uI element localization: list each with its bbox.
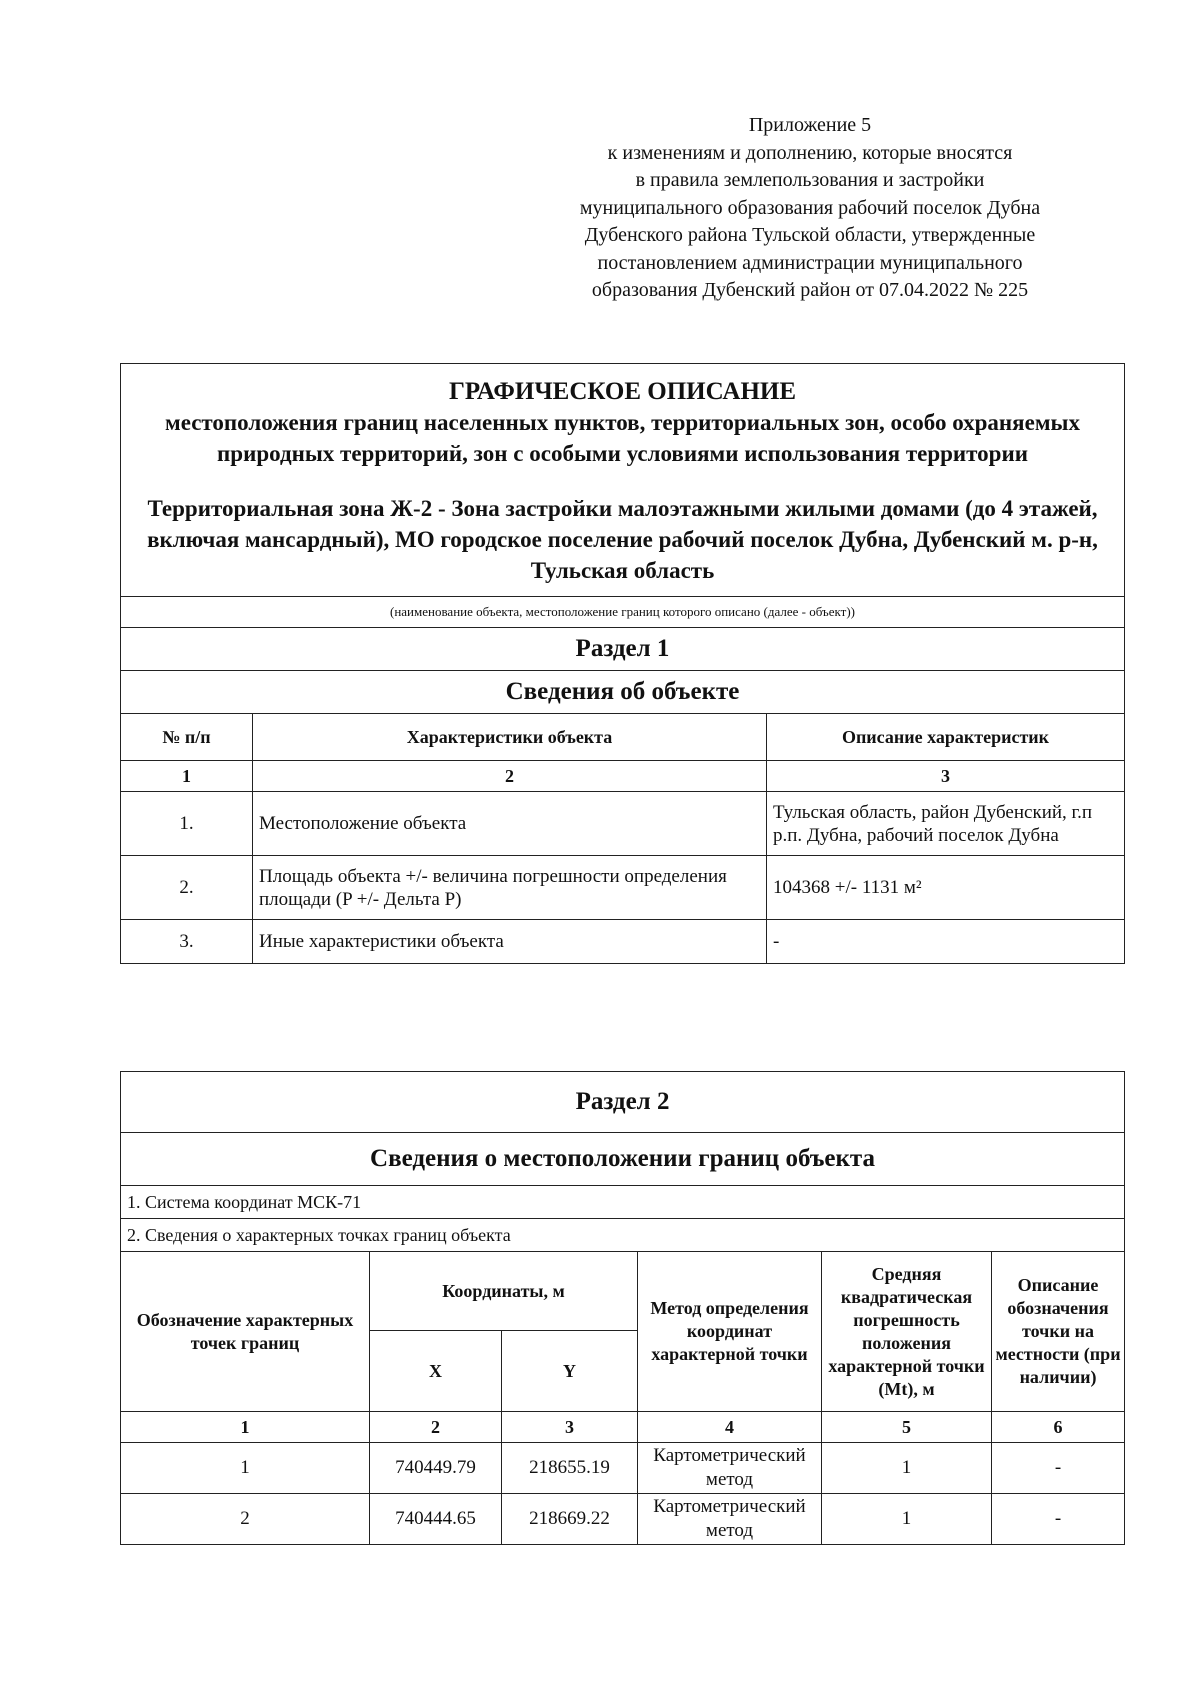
- row-number: 2.: [121, 856, 253, 920]
- characteristic-value: Тульская область, район Дубенский, г.п р.п. Дубна, рабочий поселок Дубна: [767, 792, 1125, 856]
- column-header-method: Метод определения координат характерной точки: [638, 1252, 822, 1412]
- column-header-x: X: [370, 1331, 502, 1412]
- zone-name: Территориальная зона Ж-2 - Зона застройки малоэтажными жилыми домами (до 4 этажей, включая мансардный), МО городское поселение рабочий поселок Дубна, Дубенский м. р-н, Тульская область: [147, 496, 1098, 583]
- column-number: 5: [822, 1412, 992, 1443]
- table-row: [121, 856, 1125, 920]
- column-number: 1: [121, 761, 253, 792]
- section2-subheading: Сведения о местоположении границ объекта: [121, 1133, 1125, 1186]
- column-header-y: Y: [502, 1331, 638, 1412]
- coordinate-system: 1. Система координат МСК-71: [121, 1186, 1125, 1219]
- column-header-point-description: Описание обозначения точки на местности (при наличии): [992, 1252, 1125, 1412]
- characteristic-value: -: [767, 920, 1125, 964]
- point-y: 218669.22: [502, 1494, 638, 1545]
- document-title-block: [121, 364, 1125, 597]
- column-number: 4: [638, 1412, 822, 1443]
- table-row: [121, 792, 1125, 856]
- appendix-header-line: в правила землепользования и застройки: [635, 169, 985, 191]
- section1-subheading: Сведения об объекте: [121, 671, 1125, 714]
- point-description: -: [992, 1494, 1125, 1545]
- column-number: 2: [370, 1412, 502, 1443]
- point-designation: 2: [121, 1494, 370, 1545]
- row-number: 1.: [121, 792, 253, 856]
- column-header-accuracy: Средняя квадратическая погрешность положения характерной точки (Mt), м: [822, 1252, 992, 1412]
- section2-table: [120, 1071, 1125, 1545]
- characteristic-name: Местоположение объекта: [253, 792, 767, 856]
- characteristic-name: Иные характеристики объекта: [253, 920, 767, 964]
- characteristic-value: 104368 +/- 1131 м²: [767, 856, 1125, 920]
- point-description: -: [992, 1443, 1125, 1494]
- column-header-description: Описание характеристик: [767, 714, 1125, 761]
- point-method: Картометрический метод: [638, 1494, 822, 1545]
- section2-heading: Раздел 2: [121, 1072, 1125, 1133]
- table-row: [121, 1443, 1125, 1494]
- points-info-label: 2. Сведения о характерных точках границ объекта: [121, 1219, 1125, 1252]
- column-number: 2: [253, 761, 767, 792]
- point-designation: 1: [121, 1443, 370, 1494]
- column-number: 1: [121, 1412, 370, 1443]
- point-method: Картометрический метод: [638, 1443, 822, 1494]
- row-number: 3.: [121, 920, 253, 964]
- column-header-coordinates: Координаты, м: [370, 1252, 638, 1331]
- point-accuracy: 1: [822, 1494, 992, 1545]
- column-header-number: № п/п: [121, 714, 253, 761]
- appendix-header-line: постановлением администрации муниципального: [597, 251, 1023, 274]
- appendix-header-line: Дубенского района Тульской области, утвержденные: [584, 224, 1036, 246]
- column-header-designation: Обозначение характерных точек границ: [121, 1252, 370, 1412]
- document-title: ГРАФИЧЕСКОЕ ОПИСАНИЕ: [448, 378, 797, 405]
- point-x: 740449.79: [370, 1443, 502, 1494]
- section1-heading: Раздел 1: [121, 628, 1125, 671]
- column-number: 3: [502, 1412, 638, 1443]
- table-row: [121, 920, 1125, 964]
- section1-table: [120, 363, 1125, 964]
- appendix-header-line: к изменениям и дополнению, которые вносятся: [607, 141, 1013, 164]
- appendix-header-line: образования Дубенский район от 07.04.2022 № 225: [591, 279, 1029, 301]
- column-number: 6: [992, 1412, 1125, 1443]
- point-accuracy: 1: [822, 1443, 992, 1494]
- column-header-characteristic: Характеристики объекта: [253, 714, 767, 761]
- point-y: 218655.19: [502, 1443, 638, 1494]
- appendix-header-line: Приложение 5: [748, 114, 872, 136]
- object-name-note: (наименование объекта, местоположение границ которого описано (далее - объект)): [121, 597, 1125, 628]
- appendix-header-line: муниципального образования рабочий поселок Дубна: [579, 196, 1041, 219]
- document-subtitle: местоположения границ населенных пунктов, территориальных зон, особо охраняемых природных территорий, зон с особыми условиями использования территории: [165, 410, 1080, 466]
- appendix-header: [520, 112, 1100, 305]
- point-x: 740444.65: [370, 1494, 502, 1545]
- table-row: [121, 1494, 1125, 1545]
- characteristic-name: Площадь объекта +/- величина погрешности определения площади (P +/- Дельта P): [253, 856, 767, 920]
- column-number: 3: [767, 761, 1125, 792]
